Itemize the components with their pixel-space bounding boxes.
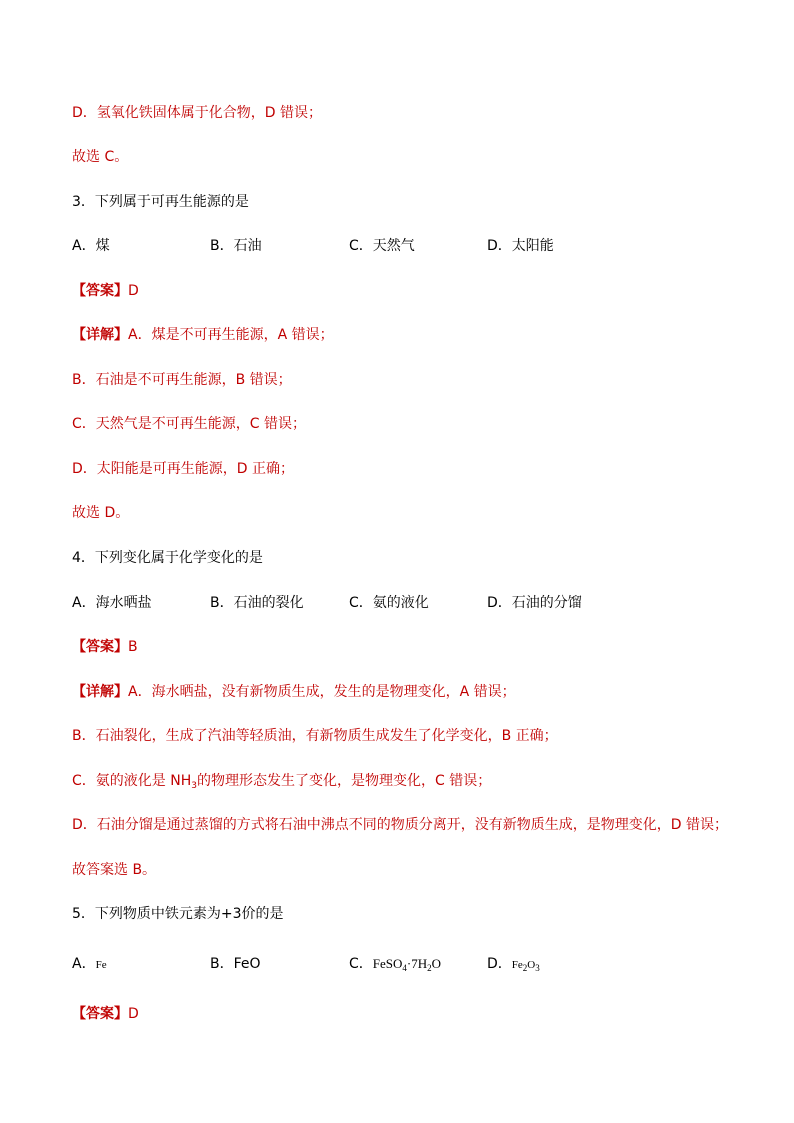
chem-formula [512,959,540,971]
conclusion-line: 故选 C。 [72,149,129,165]
answer-tag: 【答案】 [72,639,128,655]
explanation-4-d: D．石油分馏是通过蒸馏的方式将石油中沸点不同的物质分离开，没有新物质生成，是物理变化，D 错误； [72,817,729,833]
explanation-tag: 【详解】 [72,684,128,700]
chem-formula [373,956,441,971]
formula-part: ·7H [406,956,428,971]
explanation-text: 的物理形态发生了变化，是物理变化，C 错误； [196,773,492,789]
formula-part: Fe [511,959,523,971]
chem-formula-nh3 [170,773,197,789]
explanation-3-c: C．天然气是不可再生能源，C 错误； [72,416,307,432]
option-a: A．煤 [72,238,110,254]
chem-formula: Fe [95,959,107,971]
question-5: 5．下列物质中铁元素为+3价的是 [72,906,284,922]
answer-value: D [128,1006,139,1022]
explanation-3-a [72,326,334,344]
conclusion-3: 故选 D。 [72,505,130,521]
explanation-3-b: B．石油是不可再生能源，B 错误； [72,372,292,388]
formula-subscript: 3 [535,963,540,973]
explanation-tag: 【详解】 [72,327,128,343]
explanation-text: C．氨的液化是 [72,773,171,789]
explanation-text: A．海水晒盐，没有新物质生成，发生的是物理变化，A 错误； [128,684,516,700]
question-4: 4．下列变化属于化学变化的是 [72,550,263,566]
option-label: D． [487,956,512,972]
explanation-line: D．氢氧化铁固体属于化合物，D 错误； [72,105,323,121]
formula-subscript: 2 [427,963,432,973]
option-d: D．太阳能 [487,238,554,254]
answer-value: B [128,639,138,655]
option-a [72,955,107,974]
formula-part: NH [170,773,192,789]
answer-tag: 【答案】 [72,1006,128,1022]
formula-subscript: 2 [522,963,528,973]
answer-5 [72,1005,139,1023]
answer-tag: 【答案】 [72,283,128,299]
answer-4 [72,638,138,656]
answer-3 [72,282,139,300]
formula-subscript: 3 [191,781,197,791]
conclusion-4: 故答案选 B。 [72,862,157,878]
formula-part: O [431,956,442,971]
option-c: C．氨的液化 [349,595,429,611]
option-d [487,955,540,977]
option-b [210,955,261,973]
explanation-3-d: D．太阳能是可再生能源，D 正确； [72,461,295,477]
answer-value: D [128,283,139,299]
option-b: B．石油 [210,238,262,254]
option-label: A． [72,956,96,972]
explanation-4-c [72,772,491,795]
formula-part: O [527,959,536,971]
formula-part: FeSO [372,956,403,971]
explanation-text: A．煤是不可再生能源，A 错误； [128,327,334,343]
explanation-4-b: B．石油裂化，生成了汽油等轻质油，有新物质生成发生了化学变化，B 正确； [72,728,558,744]
chem-formula: FeO [233,956,261,972]
option-c: C．天然气 [349,238,415,254]
option-c [349,955,441,977]
option-a: A．海水晒盐 [72,595,152,611]
option-d: D．石油的分馏 [487,595,582,611]
formula-subscript: 4 [402,963,407,973]
question-3: 3．下列属于可再生能源的是 [72,194,249,210]
option-b: B．石油的裂化 [210,595,304,611]
option-label: C． [349,956,373,972]
explanation-4-a [72,683,516,701]
option-label: B． [210,956,234,972]
